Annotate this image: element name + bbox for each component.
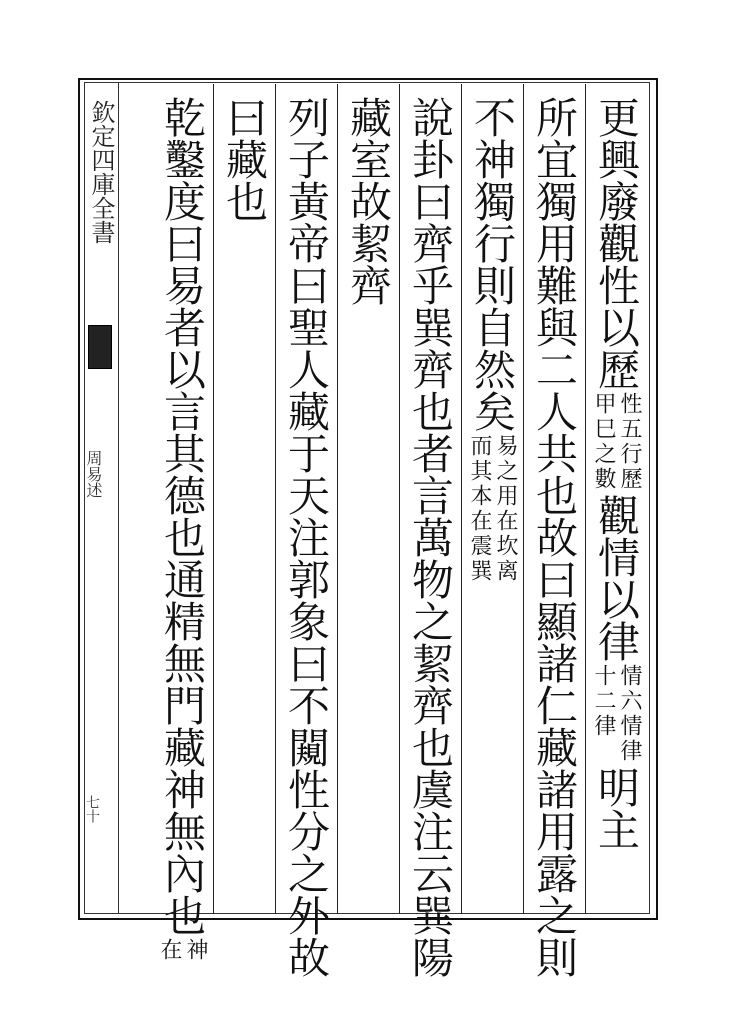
main-text: 更興廢觀性以歷	[592, 96, 641, 390]
main-text: 曰藏也	[220, 96, 269, 222]
text-column-8	[158, 96, 206, 965]
note-line: 在	[157, 938, 182, 963]
main-text: 不神獨行則自然矣	[468, 96, 517, 432]
main-text: 所宜獨用難與二人共也故曰顯諸仁藏諸用露之則	[530, 96, 579, 978]
main-text: 明主	[592, 766, 641, 850]
text-column-1	[592, 96, 640, 850]
main-text: 觀情以律	[592, 494, 641, 662]
margin-book-title: 欽定四庫全書	[87, 100, 115, 244]
interlinear-note	[158, 938, 206, 963]
main-text: 說卦曰齊乎巽齊也者言萬物之絜齊也虞注云巽陽	[406, 96, 455, 978]
column-rule	[399, 84, 400, 914]
margin-chapter-title: 周易述	[84, 450, 103, 498]
note-line: 十二律	[591, 664, 616, 739]
column-rule	[523, 84, 524, 914]
note-line: 神	[183, 938, 208, 963]
main-text: 乾鑿度曰易者以言其德也通精無門藏神無內也	[158, 96, 207, 936]
text-column-7	[220, 96, 268, 222]
note-line: 甲巳之數	[591, 392, 616, 492]
interlinear-note	[592, 392, 640, 492]
main-text: 藏室故絜齊	[344, 96, 393, 306]
column-rule	[275, 84, 276, 914]
fish-tail-mark	[88, 325, 112, 369]
note-line: 而其本在震巽	[467, 434, 492, 584]
column-rule	[213, 84, 214, 914]
main-text: 列子黃帝曰聖人藏于天注郭象曰不闚性分之外故	[282, 96, 331, 978]
note-line: 情六情律	[617, 664, 642, 764]
note-line: 易之用在坎离	[493, 434, 518, 584]
column-rule	[337, 84, 338, 914]
margin-folio-number: 七十	[84, 795, 100, 823]
text-column-2	[530, 96, 578, 978]
interlinear-note	[592, 664, 640, 764]
note-line: 性五行歷	[617, 392, 642, 492]
text-column-5	[344, 96, 392, 306]
column-rule	[585, 84, 586, 914]
text-column-4	[406, 96, 454, 978]
text-column-3	[468, 96, 516, 586]
text-column-6	[282, 96, 330, 978]
interlinear-note	[468, 434, 516, 584]
column-rule	[461, 84, 462, 914]
